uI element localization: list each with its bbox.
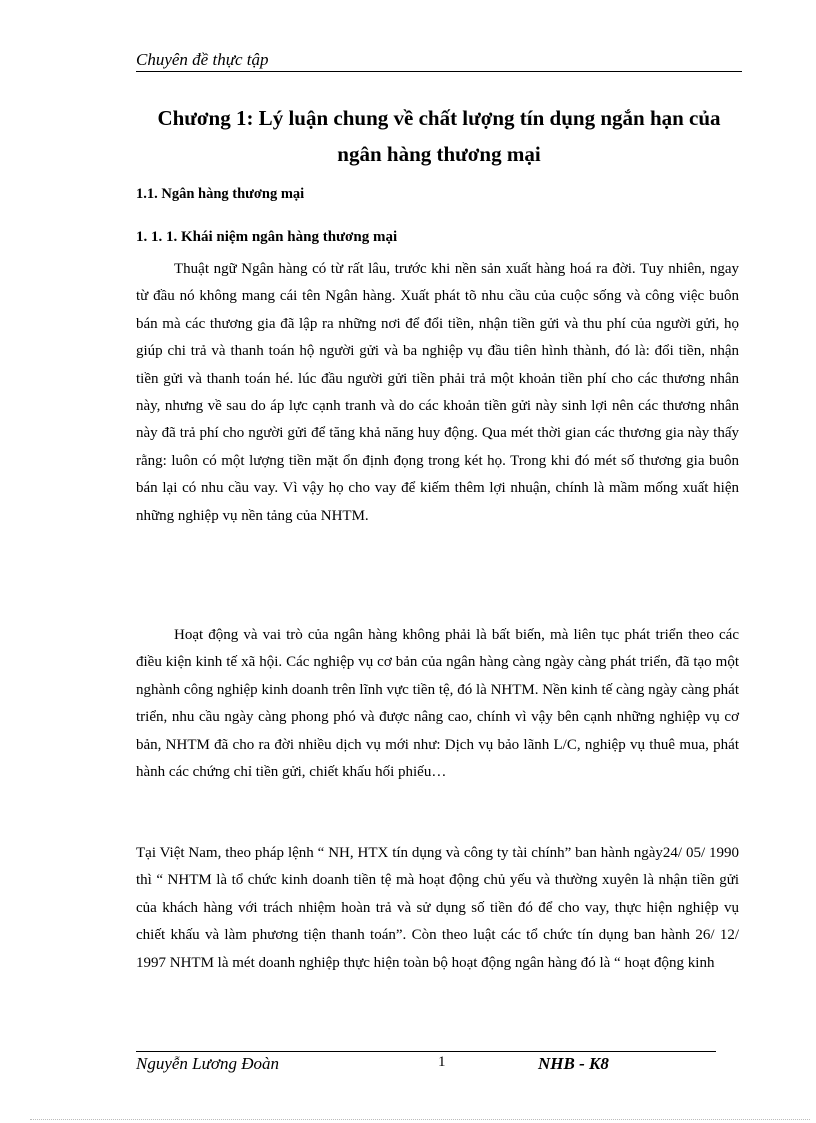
body-paragraph-2: Hoạt động và vai trò của ngân hàng không phải là bất biến, mà liên tục phát triển theo các điều kiện kinh tế xã hội. Các nghiệp vụ cơ bản của ngân hàng càng ngày càng phát triển, đã tạo một nghành công nghiệp kinh doanh trên lĩnh vực tiền tệ, đó là NHTM. Nền kinh tế càng ngày càng phát triển, nhu cầu ngày càng phong phó và được nâng cao, chính vì vậy bên cạnh những nghiệp vụ cơ bản, NHTM đã cho ra đời nhiều dịch vụ mới như: Dịch vụ bảo lãnh L/C, nghiệp vụ thuê mua, phát hành các chứng chỉ tiền gửi, chiết khấu hối phiếu… — [136, 627, 739, 781]
section-heading-1-1: 1.1. Ngân hàng thương mại — [136, 186, 305, 202]
header-rule — [136, 71, 742, 72]
footer-author: Nguyễn Lương Đoàn — [136, 1054, 280, 1073]
footer-page-number: 1 — [438, 1054, 446, 1070]
body-paragraph-1: Thuật ngữ Ngân hàng có từ rất lâu, trước khi nền sản xuất hàng hoá ra đời. Tuy nhiên, ngay từ đầu nó không mang cái tên Ngân hàng. Xuất phát tõ nhu cầu của cuộc sống và công việc buôn bán mà các thương gia đã lập ra những nơi để đổi tiền, nhận tiền gửi và thu phí của người gửi, họ giúp chi trả và thanh toán hộ người gửi và ba nghiệp vụ đầu tiên hình thành, đó là: đổi tiền, nhận tiền gửi và thanh toán hé. lúc đầu người gửi tiền phải trả một khoản tiền phí cho các thương nhân này, nhưng về sau do áp lực cạnh tranh và do các khoản tiền gửi này sinh lợi nên các thương nhân này đã trả phí cho người gửi để tăng khả năng huy động. Qua mét thời gian các thương gia này thấy rằng: luôn có một lượng tiền mặt ổn định đọng trong két họ. Trong khi đó mét số thương gia buôn bán lại có nhu cầu vay. Vì vậy họ cho vay để kiếm thêm lợi nhuận, chính là mầm mống xuất hiện những nghiệp vụ nền tảng của NHTM. — [136, 261, 739, 524]
body-paragraph-3: Tại Việt Nam, theo pháp lệnh “ NH, HTX tín dụng và công ty tài chính” ban hành ngày24/ 05/ 1990 thì “ NHTM là tổ chức kinh doanh tiền tệ mà hoạt động chủ yếu và thường xuyên là nhận tiền gửi của khách hàng với trách nhiệm hoàn trả và sử dụng số tiền đó để cho vay, thực hiện nghiệp vụ chiết khấu và làm phương tiện thanh toán”. Còn theo luật các tổ chức tín dụng ban hành 26/ 12/ 1997 NHTM là mét doanh nghiệp thực hiện toàn bộ hoạt động ngân hàng đó là “ hoạt động kinh — [136, 845, 739, 971]
footer-class-code: NHB - K8 — [538, 1054, 609, 1073]
header-title: Chuyên đề thực tập — [136, 50, 269, 69]
page-edge-divider — [30, 1119, 810, 1120]
chapter-title: Chương 1: Lý luận chung về chất lượng tín dụng ngắn hạn của ngân hàng thương mại — [157, 106, 721, 166]
section-heading-1-1-1: 1. 1. 1. Khái niệm ngân hàng thương mại — [136, 229, 398, 245]
footer-rule — [136, 1051, 716, 1052]
